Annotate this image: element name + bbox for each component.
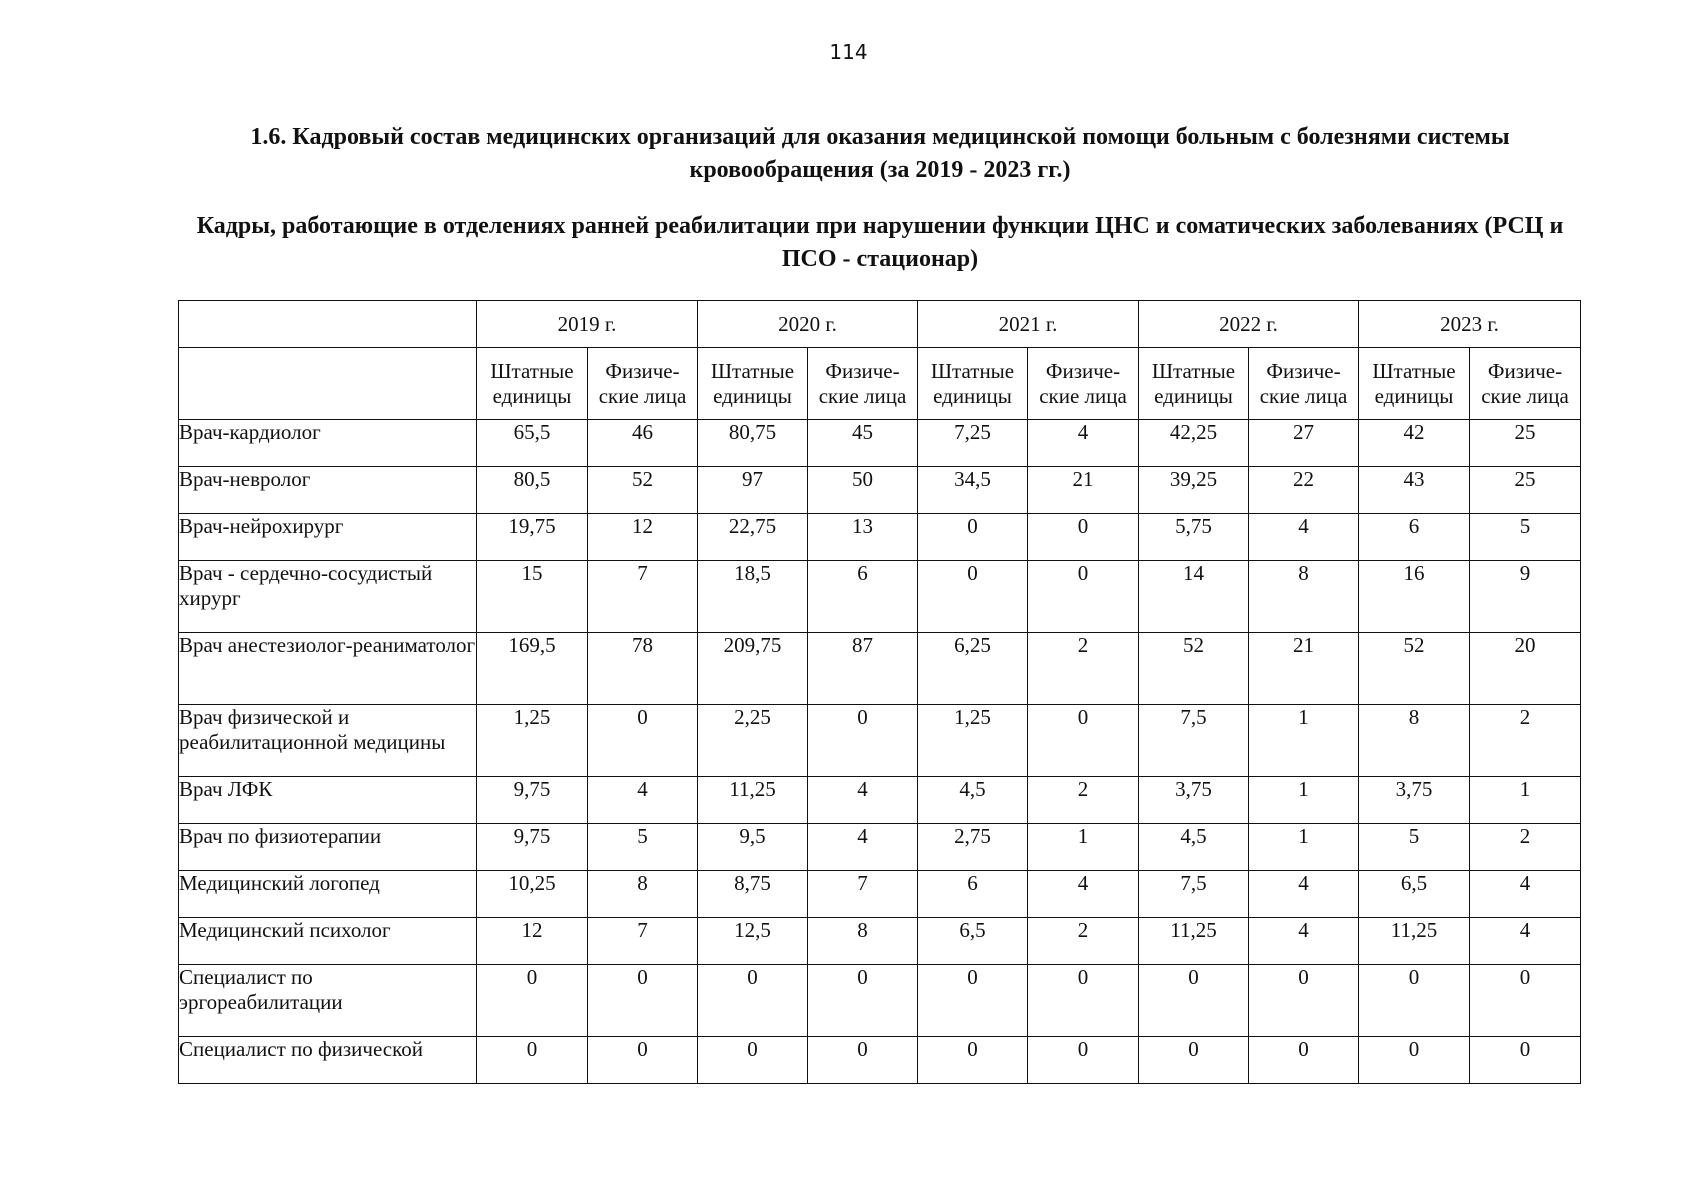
table-row — [179, 965, 1581, 1037]
individuals-cell: 4 — [1028, 420, 1139, 467]
table-row — [179, 705, 1581, 777]
staff-units-cell: 8 — [1359, 705, 1470, 777]
table-row — [179, 871, 1581, 918]
individuals-cell: 8 — [1249, 561, 1359, 633]
individuals-cell: 7 — [808, 871, 918, 918]
year-header: 2023 г. — [1359, 301, 1581, 348]
individuals-cell: 0 — [1028, 514, 1139, 561]
page-number: 114 — [829, 40, 868, 64]
staff-units-cell: 42 — [1359, 420, 1470, 467]
staff-units-header: Штатные единицы — [477, 348, 588, 420]
staff-units-cell: 11,25 — [1359, 918, 1470, 965]
individuals-cell: 27 — [1249, 420, 1359, 467]
staff-units-cell: 169,5 — [477, 633, 588, 705]
staff-units-cell: 52 — [1359, 633, 1470, 705]
position-name-cell: Специалист по эргореабилитации — [179, 965, 477, 1037]
individuals-cell: 87 — [808, 633, 918, 705]
corner-cell — [179, 348, 477, 420]
table-row — [179, 561, 1581, 633]
staff-units-cell: 6 — [1359, 514, 1470, 561]
staff-units-cell: 10,25 — [477, 871, 588, 918]
year-header: 2022 г. — [1139, 301, 1359, 348]
staff-units-cell: 3,75 — [1139, 777, 1249, 824]
staff-table — [178, 300, 1581, 1084]
subheader-row — [179, 348, 1581, 420]
staff-units-cell: 65,5 — [477, 420, 588, 467]
individuals-cell: 4 — [808, 824, 918, 871]
staff-units-cell: 9,75 — [477, 824, 588, 871]
staff-units-cell: 0 — [1359, 1037, 1470, 1084]
individuals-header: Физиче-ские лица — [1028, 348, 1139, 420]
staff-units-header: Штатные единицы — [1139, 348, 1249, 420]
individuals-cell: 7 — [588, 918, 698, 965]
individuals-cell: 2 — [1028, 633, 1139, 705]
individuals-cell: 4 — [1249, 514, 1359, 561]
individuals-cell: 1 — [1249, 777, 1359, 824]
staff-units-cell: 0 — [1359, 965, 1470, 1037]
staff-units-cell: 0 — [1139, 1037, 1249, 1084]
staff-units-cell: 0 — [918, 561, 1028, 633]
staff-units-header: Штатные единицы — [1359, 348, 1470, 420]
table-row — [179, 918, 1581, 965]
individuals-header: Физиче-ские лица — [1470, 348, 1581, 420]
staff-units-cell: 0 — [918, 965, 1028, 1037]
year-header: 2020 г. — [698, 301, 918, 348]
individuals-cell: 2 — [1028, 918, 1139, 965]
position-name-cell: Медицинский логопед — [179, 871, 477, 918]
staff-units-cell: 9,75 — [477, 777, 588, 824]
table-subheading: Кадры, работающие в отделениях ранней реабилитации при нарушении функции ЦНС и соматических заболеваниях (РСЦ и ПСО - стационар) — [196, 213, 1564, 272]
staff-units-cell: 0 — [477, 965, 588, 1037]
individuals-cell: 0 — [1249, 965, 1359, 1037]
staff-units-cell: 4,5 — [1139, 824, 1249, 871]
individuals-cell: 0 — [1028, 705, 1139, 777]
individuals-cell: 21 — [1028, 467, 1139, 514]
position-name-cell: Специалист по физической — [179, 1037, 477, 1084]
individuals-cell: 5 — [588, 824, 698, 871]
staff-units-cell: 22,75 — [698, 514, 808, 561]
staff-units-cell: 0 — [698, 1037, 808, 1084]
staff-units-cell: 5 — [1359, 824, 1470, 871]
individuals-cell: 0 — [808, 705, 918, 777]
individuals-cell: 4 — [1249, 918, 1359, 965]
individuals-cell: 46 — [588, 420, 698, 467]
individuals-cell: 52 — [588, 467, 698, 514]
individuals-header: Физиче-ские лица — [1249, 348, 1359, 420]
individuals-cell: 6 — [808, 561, 918, 633]
individuals-cell: 45 — [808, 420, 918, 467]
individuals-cell: 25 — [1470, 467, 1581, 514]
staff-units-cell: 0 — [1139, 965, 1249, 1037]
staff-units-cell: 52 — [1139, 633, 1249, 705]
individuals-cell: 21 — [1249, 633, 1359, 705]
individuals-cell: 2 — [1470, 824, 1581, 871]
individuals-cell: 8 — [808, 918, 918, 965]
year-header: 2021 г. — [918, 301, 1139, 348]
individuals-cell: 0 — [1470, 965, 1581, 1037]
individuals-cell: 0 — [588, 705, 698, 777]
individuals-cell: 0 — [808, 1037, 918, 1084]
staff-units-cell: 6,5 — [1359, 871, 1470, 918]
individuals-cell: 7 — [588, 561, 698, 633]
staff-units-cell: 7,5 — [1139, 871, 1249, 918]
staff-units-cell: 1,25 — [918, 705, 1028, 777]
individuals-cell: 8 — [588, 871, 698, 918]
table-row — [179, 1037, 1581, 1084]
staff-units-cell: 34,5 — [918, 467, 1028, 514]
individuals-cell: 4 — [808, 777, 918, 824]
staff-units-cell: 80,75 — [698, 420, 808, 467]
individuals-cell: 12 — [588, 514, 698, 561]
individuals-cell: 78 — [588, 633, 698, 705]
position-name-cell: Врач физической и реабилитационной медицины — [179, 705, 477, 777]
individuals-cell: 1 — [1028, 824, 1139, 871]
individuals-cell: 1 — [1249, 824, 1359, 871]
individuals-cell: 13 — [808, 514, 918, 561]
position-name-cell: Врач-кардиолог — [179, 420, 477, 467]
position-name-cell: Врач-невролог — [179, 467, 477, 514]
individuals-cell: 1 — [1249, 705, 1359, 777]
staff-units-cell: 11,25 — [698, 777, 808, 824]
individuals-cell: 0 — [1028, 561, 1139, 633]
staff-units-cell: 0 — [477, 1037, 588, 1084]
staff-units-cell: 3,75 — [1359, 777, 1470, 824]
staff-units-cell: 14 — [1139, 561, 1249, 633]
position-name-cell: Врач-нейрохирург — [179, 514, 477, 561]
individuals-cell: 25 — [1470, 420, 1581, 467]
staff-units-cell: 0 — [918, 514, 1028, 561]
individuals-cell: 4 — [1470, 871, 1581, 918]
individuals-cell: 0 — [1470, 1037, 1581, 1084]
year-header: 2019 г. — [477, 301, 698, 348]
individuals-header: Физиче-ские лица — [808, 348, 918, 420]
staff-units-cell: 39,25 — [1139, 467, 1249, 514]
staff-units-cell: 6 — [918, 871, 1028, 918]
staff-units-cell: 18,5 — [698, 561, 808, 633]
individuals-cell: 2 — [1470, 705, 1581, 777]
staff-units-cell: 209,75 — [698, 633, 808, 705]
staff-units-cell: 9,5 — [698, 824, 808, 871]
staff-units-cell: 19,75 — [477, 514, 588, 561]
individuals-cell: 0 — [588, 965, 698, 1037]
position-name-cell: Врач - сердечно-сосудистый хирург — [179, 561, 477, 633]
position-name-cell: Врач по физиотерапии — [179, 824, 477, 871]
staff-units-cell: 97 — [698, 467, 808, 514]
individuals-cell: 0 — [1028, 1037, 1139, 1084]
table-row — [179, 777, 1581, 824]
staff-units-header: Штатные единицы — [698, 348, 808, 420]
individuals-cell: 22 — [1249, 467, 1359, 514]
individuals-cell: 4 — [1028, 871, 1139, 918]
individuals-cell: 1 — [1470, 777, 1581, 824]
position-name-cell: Медицинский психолог — [179, 918, 477, 965]
individuals-cell: 50 — [808, 467, 918, 514]
staff-units-cell: 6,25 — [918, 633, 1028, 705]
staff-units-cell: 7,25 — [918, 420, 1028, 467]
staff-units-cell: 12 — [477, 918, 588, 965]
staff-units-cell: 42,25 — [1139, 420, 1249, 467]
section-heading: 1.6. Кадровый состав медицинских организаций для оказания медицинской помощи больным с болезнями системы кровообращения (за 2019 - 2023 гг.) — [250, 124, 1510, 183]
staff-units-cell: 2,75 — [918, 824, 1028, 871]
staff-units-cell: 12,5 — [698, 918, 808, 965]
staff-units-cell: 7,5 — [1139, 705, 1249, 777]
staff-units-cell: 2,25 — [698, 705, 808, 777]
individuals-header: Физиче-ские лица — [588, 348, 698, 420]
table-row — [179, 633, 1581, 705]
position-name-cell: Врач ЛФК — [179, 777, 477, 824]
staff-units-cell: 15 — [477, 561, 588, 633]
corner-cell — [179, 301, 477, 348]
table-row — [179, 420, 1581, 467]
staff-units-cell: 0 — [698, 965, 808, 1037]
table-row — [179, 514, 1581, 561]
individuals-cell: 4 — [588, 777, 698, 824]
individuals-cell: 5 — [1470, 514, 1581, 561]
staff-units-cell: 11,25 — [1139, 918, 1249, 965]
staff-units-cell: 6,5 — [918, 918, 1028, 965]
individuals-cell: 0 — [588, 1037, 698, 1084]
individuals-cell: 4 — [1249, 871, 1359, 918]
staff-units-cell: 8,75 — [698, 871, 808, 918]
staff-units-cell: 43 — [1359, 467, 1470, 514]
staff-units-header: Штатные единицы — [918, 348, 1028, 420]
individuals-cell: 9 — [1470, 561, 1581, 633]
table-body — [179, 420, 1581, 1084]
staff-units-cell: 4,5 — [918, 777, 1028, 824]
individuals-cell: 2 — [1028, 777, 1139, 824]
individuals-cell: 0 — [1249, 1037, 1359, 1084]
year-header-row — [179, 301, 1581, 348]
individuals-cell: 0 — [808, 965, 918, 1037]
staff-units-cell: 16 — [1359, 561, 1470, 633]
individuals-cell: 0 — [1028, 965, 1139, 1037]
position-name-cell: Врач анестезиолог-реаниматолог — [179, 633, 477, 705]
staff-units-cell: 80,5 — [477, 467, 588, 514]
staff-units-cell: 0 — [918, 1037, 1028, 1084]
individuals-cell: 20 — [1470, 633, 1581, 705]
individuals-cell: 4 — [1470, 918, 1581, 965]
table-row — [179, 467, 1581, 514]
staff-units-cell: 1,25 — [477, 705, 588, 777]
staff-units-cell: 5,75 — [1139, 514, 1249, 561]
table-row — [179, 824, 1581, 871]
